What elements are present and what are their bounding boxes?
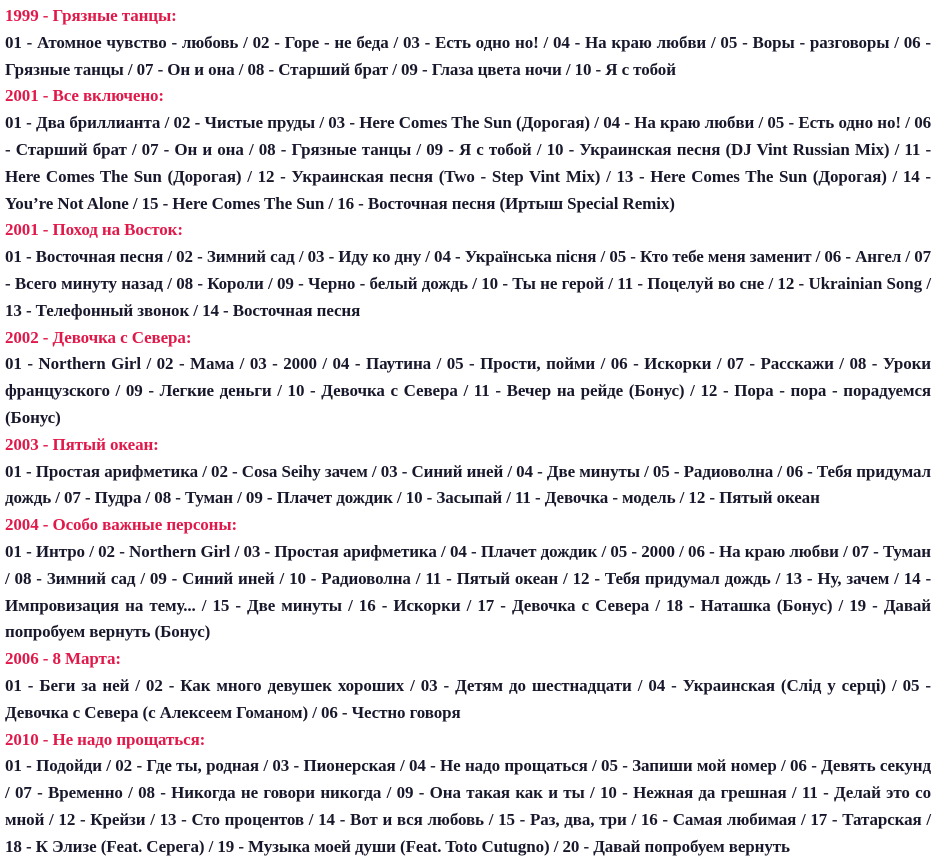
album-heading: 2002 - Девочка с Севера:: [5, 327, 192, 347]
album-heading: 1999 - Грязные танцы:: [5, 6, 177, 25]
album-heading: 2001 - Поход на Восток:: [5, 220, 183, 240]
album-tracklist: 01 - Восточная песня / 02 - Зимний сад / 03 - Иду ко дну / 04 - Українська пісня / 05 - Кто тебе меня заменит / 06 - Ангел / 07 - Всего минуту назад / 08 - Короли / 09 - Черно - белый дождь / 10 - Ты не герой / 11 - Поцелуй во сне / 12 - Ukrainian Song / 13 - Телефонный звонок / 14 - Восточная песня: [5, 247, 931, 320]
album-tracklist: 01 - Атомное чувство - любовь / 02 - Горе - не беда / 03 - Есть одно но! / 04 - На краю любви / 05 - Воры - разговоры / 06 - Грязные танцы / 07 - Он и она / 08 - Старший брат / 09 - Глаза цвета ночи / 10 - Я с тобой: [5, 32, 931, 79]
album-section-2004-osobo-vazhnye-persony: [5, 512, 931, 646]
album-heading: 2003 - Пятый океан:: [5, 434, 159, 454]
album-heading: 2006 - 8 Марта:: [5, 649, 121, 669]
album-tracklist: 01 - Беги за ней / 02 - Как много девушек хороших / 03 - Детям до шестнадцати / 04 - Украинская (Слід у серці) / 05 - Девочка с Севера (с Алексеем Гоманом) / 06 - Честно говоря: [5, 675, 931, 722]
album-heading: 2001 - Все включено:: [5, 86, 164, 106]
album-section-2006-8-marta: [5, 646, 931, 726]
album-heading: 2010 - Не надо прощаться:: [5, 729, 206, 749]
album-section-2001-pokhod-na-vostok: [5, 217, 931, 324]
album-tracklist: 01 - Подойди / 02 - Где ты, родная / 03 - Пионерская / 04 - Не надо прощаться / 05 - Запиши мой номер / 06 - Девять секунд / 07 - Временно / 08 - Никогда не говори никогда / 09 - Она такая как и ты / 10 - Нежная да грешная / 11 - Делай это со мной / 12 - Крейзи / 13 - Сто процентов / 14 - Вот и вся любовь / 15 - Раз, два, три / 16 - Самая любимая / 17 - Татарская / 18 - К Элизе (Feat. Серега) / 19 - Музыка моей души (Feat. Toto Cutugno) / 20 - Давай попробуем вернуть: [5, 756, 931, 856]
album-section-2002-devochka-s-severa: [5, 325, 931, 432]
album-section-2010-ne-nado-proshchatsya: [5, 727, 931, 861]
album-tracklist: 01 - Интро / 02 - Northern Girl / 03 - Простая арифметика / 04 - Плачет дождик / 05 - 2000 / 06 - На краю любви / 07 - Туман / 08 - Зимний сад / 09 - Синий иней / 10 - Радиоволна / 11 - Пятый океан / 12 - Тебя придумал дождь / 13 - Ну, зачем / 14 - Импровизация на тему... / 15 - Две минуты / 16 - Искорки / 17 - Девочка с Севера / 18 - Наташка (Бонус) / 19 - Давай попробуем вернуть (Бонус): [5, 541, 931, 642]
album-tracklist: 01 - Два бриллианта / 02 - Чистые пруды / 03 - Here Comes The Sun (Дорогая) / 04 - На краю любви / 05 - Есть одно но! / 06 - Старший брат / 07 - Он и она / 08 - Грязные танцы / 09 - Я с тобой / 10 - Украинская песня (DJ Vint Russian Mix) / 11 - Here Comes The Sun (Дорогая) / 12 - Украинская песня (Two - Step Vint Mix) / 13 - Here Comes The Sun (Дорогая) / 14 - You’re Not Alone / 15 - Here Comes The Sun / 16 - Восточная песня (Иртыш Special Remix): [5, 113, 931, 213]
album-section-1999-gryaznye-tantsy: [5, 3, 931, 83]
discography-document: [5, 3, 931, 861]
album-tracklist: 01 - Простая арифметика / 02 - Cosa Seihy зачем / 03 - Синий иней / 04 - Две минуты / 05 - Радиоволна / 06 - Тебя придумал дождь / 07 - Пудра / 08 - Туман / 09 - Плачет дождик / 10 - Засыпай / 11 - Девочка - модель / 12 - Пятый океан: [5, 461, 931, 508]
album-tracklist: 01 - Northern Girl / 02 - Мама / 03 - 2000 / 04 - Паутина / 05 - Прости, пойми / 06 - Искорки / 07 - Расскажи / 08 - Уроки французского / 09 - Легкие деньги / 10 - Девочка с Севера / 11 - Вечер на рейде (Бонус) / 12 - Пора - пора - порадуемся (Бонус): [5, 354, 931, 427]
album-heading: 2004 - Особо важные персоны:: [5, 515, 238, 535]
album-section-2001-vse-vklyucheno: [5, 83, 931, 217]
album-section-2003-pyatyi-okean: [5, 432, 931, 512]
